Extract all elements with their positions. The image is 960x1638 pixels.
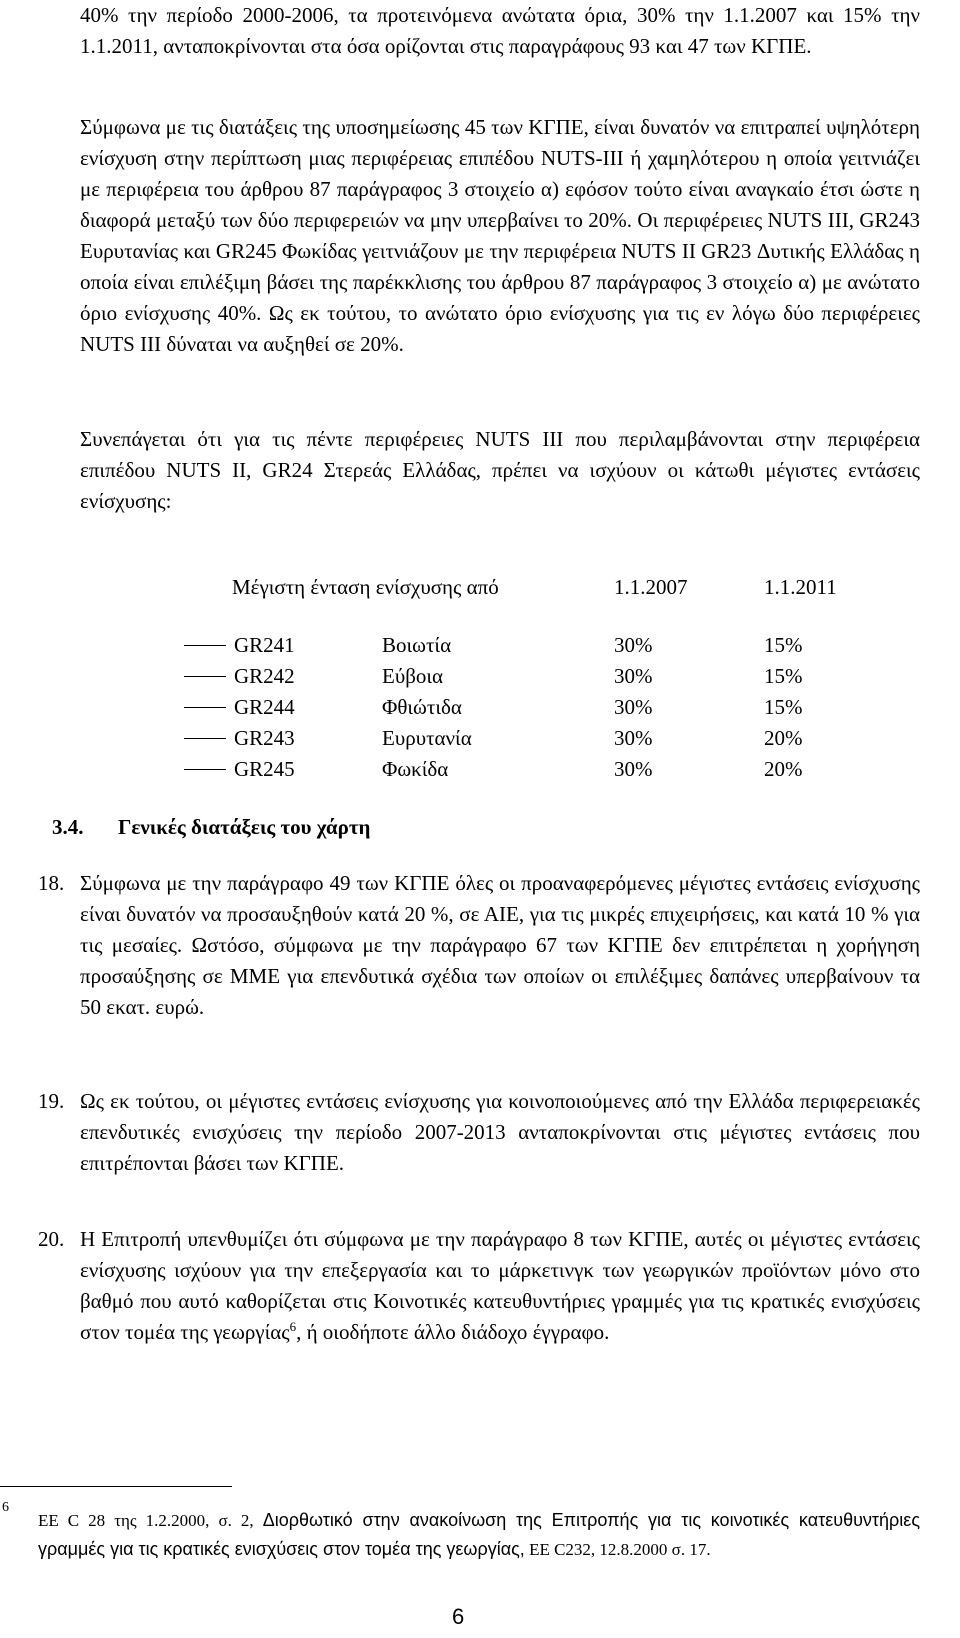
footnote-text bbox=[38, 1506, 920, 1564]
paragraph-2 bbox=[80, 112, 920, 360]
region-code: GR245 bbox=[234, 757, 295, 781]
paragraph-text: Σύμφωνα με την παράγραφο 49 των ΚΓΠΕ όλες οι προαναφερόμενες μέγιστες εντάσεις ενίσχυσης είναι δυνατόν να προσαυξηθούν κατά 20 %, σε ΑΙΕ, για τις μικρές επιχειρήσεις, και κατά 10 % για τις μεσαίες. Ωστόσο, σύμφωνα με την παράγραφο 67 των ΚΓΠΕ δεν επιτρέπεται η χορήγηση προσαύξησης σε ΜΜΕ για επενδυτικά σχέδια των οποίων οι επιλέξιμες δαπάνες υπερβαίνουν τα 50 εκατ. ευρώ. bbox=[80, 871, 920, 1019]
paragraph-text-end: , ή οιοδήποτε άλλο διάδοχο έγγραφο. bbox=[296, 1320, 610, 1344]
intensity-2007: 30% bbox=[614, 664, 653, 688]
intensity-2007: 30% bbox=[614, 633, 653, 657]
paragraph-2-text: Σύμφωνα με τις διατάξεις της υποσημείωσης 45 των ΚΓΠΕ, είναι δυνατόν να επιτραπεί υψηλότερη ενίσχυση στην περίπτωση μιας περιφέρειας επιπέδου NUTS-III ή χαμηλότερου η οποία γειτνιάζει με περιφέρεια του άρθρου 87 παράγραφος 3 στοιχείο α) εφόσον τούτο είναι αναγκαίο έτσι ώστε η διαφορά μεταξύ των δύο περιφερειών να μην υπερβαίνει το 20%. Οι περιφέρειες NUTS III, GR243 Ευρυτανίας και GR245 Φωκίδας γειτνιάζουν με την περιφέρεια NUTS II GR23 Δυτικής Ελλάδας η οποία είναι επιλέξιμη βάσει της παρέκκλισης του άρθρου 87 παράγραφος 3 στοιχείο α) με ανώτατο όριο ενίσχυσης 40%. Ως εκ τούτου, το ανώτατο όριο ενίσχυσης για τις εν λόγω δύο περιφέρειες NUTS III δύναται να αυξηθεί σε 20%. bbox=[80, 115, 920, 356]
paragraph-text: Ως εκ τούτου, οι μέγιστες εντάσεις ενίσχυσης για κοινοποιούμενες από την Ελλάδα περιφερειακές επενδυτικές ενισχύσεις την περίοδο 2007-2013 ανταποκρίνονται στις μέγιστες εντάσεις που επιτρέπονται βάσει των ΚΓΠΕ. bbox=[80, 1089, 920, 1175]
paragraph-number: 19. bbox=[38, 1089, 65, 1113]
footnote-citation-2: ΕΕ C232, 12.8.2000 σ. 17. bbox=[529, 1540, 711, 1559]
region-code: GR242 bbox=[234, 664, 295, 688]
intro-paragraph bbox=[80, 0, 920, 62]
paragraph-3-text: Συνεπάγεται ότι για τις πέντε περιφέρειες NUTS III που περιλαμβάνονται στην περιφέρεια επιπέδου NUTS II, GR24 Στερεάς Ελλάδας, πρέπει να ισχύουν οι κάτωθι μέγιστες εντάσεις ενίσχυσης: bbox=[80, 427, 920, 513]
region-name: Φωκίδα bbox=[382, 757, 449, 781]
footnote-mark: 6 bbox=[2, 1500, 9, 1515]
intensity-2011: 15% bbox=[764, 633, 803, 657]
dash-bullet bbox=[184, 707, 226, 708]
region-name: Φθιώτιδα bbox=[382, 695, 462, 719]
paragraph-text-main: Η Επιτροπή υπενθυμίζει ότι σύμφωνα με την παράγραφο 8 των ΚΓΠΕ, αυτές οι μέγιστες εντάσεις ενίσχυσης ισχύουν για την επεξεργασία και το μάρκετινγκ των γεωργικών προϊόντων μόνο στο βαθμό που αυτό καθορίζεται στις Κοινοτικές κατευθυντήριες γραμμές για τις κρατικές ενισχύσεις στον τομέα της γεωργίας bbox=[80, 1227, 920, 1344]
footnote-separator bbox=[0, 1486, 232, 1487]
table-row bbox=[80, 723, 920, 754]
table-header-label: Μέγιστη ένταση ενίσχυσης από bbox=[232, 575, 499, 599]
paragraph-number: 18. bbox=[38, 871, 65, 895]
table-row bbox=[80, 661, 920, 692]
numbered-paragraph-18 bbox=[38, 868, 920, 1023]
dash-bullet bbox=[184, 738, 226, 739]
numbered-paragraph-20 bbox=[38, 1224, 920, 1348]
intensity-2007: 30% bbox=[614, 726, 653, 750]
region-code: GR244 bbox=[234, 695, 295, 719]
table-header-2011: 1.1.2011 bbox=[764, 575, 837, 599]
aid-intensity-table bbox=[80, 630, 920, 785]
region-code: GR241 bbox=[234, 633, 295, 657]
dash-bullet bbox=[184, 676, 226, 677]
footnote-title: Διορθωτικό στην ανακοίνωση της Επιτροπής για τις κοινοτικές κατευθυντήριες γραμμές για τις κρατικές ενισχύσεις στον τομέα της γεωργίας, bbox=[38, 1510, 920, 1559]
dash-bullet bbox=[184, 645, 226, 646]
table-header-2007: 1.1.2007 bbox=[614, 575, 688, 599]
numbered-paragraph-19 bbox=[38, 1086, 920, 1179]
region-name: Βοιωτία bbox=[382, 633, 452, 657]
region-name: Ευρυτανία bbox=[382, 726, 472, 750]
table-row bbox=[80, 630, 920, 661]
paragraph-text bbox=[80, 1224, 920, 1348]
table-row bbox=[80, 692, 920, 723]
table-row bbox=[80, 754, 920, 785]
intensity-2007: 30% bbox=[614, 695, 653, 719]
intro-text: 40% την περίοδο 2000-2006, τα προτεινόμενα ανώτατα όρια, 30% την 1.1.2007 και 15% την 1.1.2011, ανταποκρίνονται στα όσα ορίζονται στις παραγράφους 93 και 47 των ΚΓΠΕ. bbox=[80, 3, 920, 58]
footnote-citation: ΕΕ C 28 της 1.2.2000, σ. 2, bbox=[38, 1511, 254, 1530]
footnote bbox=[2, 1500, 920, 1564]
intensity-2011: 20% bbox=[764, 757, 803, 781]
intensity-2011: 20% bbox=[764, 726, 803, 750]
intensity-2011: 15% bbox=[764, 664, 803, 688]
section-number: 3.4. bbox=[52, 815, 84, 839]
page-number: 6 bbox=[452, 1604, 465, 1629]
footnote-reference[interactable]: 6 bbox=[289, 1319, 297, 1334]
section-title: Γενικές διατάξεις του χάρτη bbox=[118, 815, 371, 839]
intensity-2011: 15% bbox=[764, 695, 803, 719]
region-name: Εύβοια bbox=[382, 664, 444, 688]
paragraph-number: 20. bbox=[38, 1227, 65, 1251]
paragraph-3 bbox=[80, 424, 920, 517]
region-code: GR243 bbox=[234, 726, 295, 750]
dash-bullet bbox=[184, 769, 226, 770]
intensity-2007: 30% bbox=[614, 757, 653, 781]
